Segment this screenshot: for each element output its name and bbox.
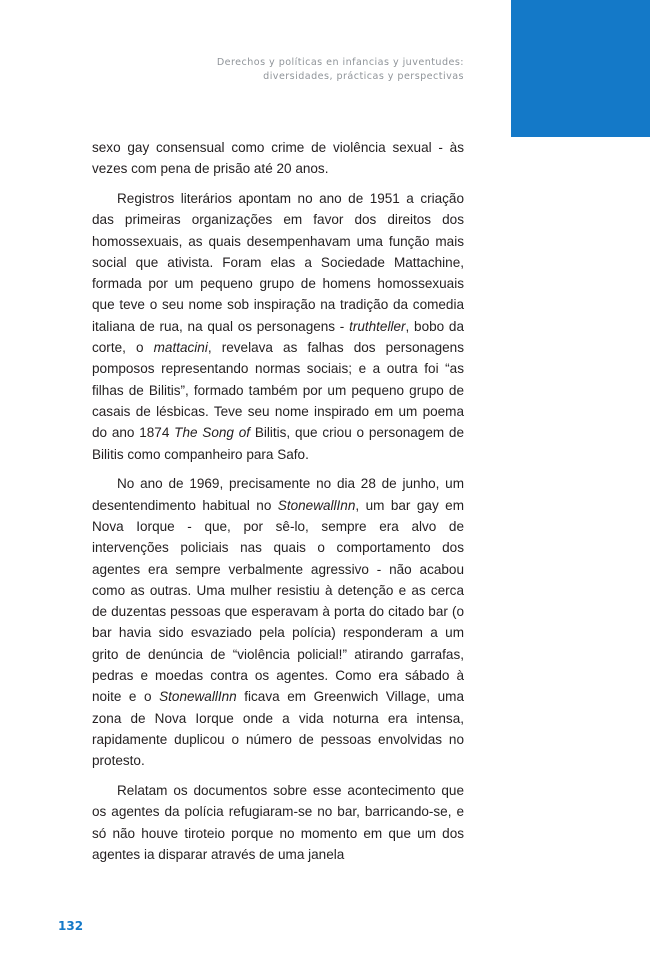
italic-term-stonewall-1: StonewallInn bbox=[277, 497, 356, 513]
paragraph-3-text-1: No ano de 1969, precisamente no dia 28 de junho, um desentendimento habitual no bbox=[92, 476, 464, 513]
paragraph-4-text: Relatam os documentos sobre esse acontecimento que os agentes da polícia refugiaram-se no bar, barricando-se, e só não houve tiroteio porque no momento em que um dos agentes ia disparar através de uma janela bbox=[92, 782, 464, 862]
paragraph-2-text-3: , revelava as falhas dos personagens pomposos representando normas sociais; e a outra foi “as filhas de Bilitis”, formado também por um pequeno grupo de casais de lésbicas. Teve seu nome inspirado em um poema do ano 1874 bbox=[92, 340, 464, 441]
paragraph-1 bbox=[92, 137, 464, 180]
running-header bbox=[150, 56, 464, 84]
paragraph-2 bbox=[92, 188, 464, 465]
paragraph-2-text-2: , bobo da corte, o bbox=[92, 318, 464, 356]
paragraph-3 bbox=[92, 473, 464, 771]
paragraph-1-text: sexo gay consensual como crime de violência sexual - às vezes com pena de prisão até 20 anos. bbox=[92, 140, 464, 177]
italic-term-truthteller: truthteller bbox=[349, 318, 406, 334]
paragraph-3-text-3: ficava em Greenwich Village, uma zona de Nova Iorque onde a vida noturna era intensa, rapidamente duplicou o número de pessoas envolvidas no protesto. bbox=[92, 689, 464, 769]
header-line-2: diversidades, prácticas y perspectivas bbox=[263, 71, 464, 82]
body-text bbox=[92, 137, 464, 874]
corner-color-block bbox=[511, 0, 650, 137]
paragraph-2-text-4: Bilitis, bbox=[250, 425, 291, 441]
italic-term-mattacini: mattacini bbox=[153, 340, 208, 356]
header-line-1: Derechos y políticas en infancias y juventudes: bbox=[216, 57, 464, 68]
paragraph-2-text-1: Registros literários apontam no ano de 1951 a criação das primeiras organizações em favor dos direitos dos homossexuais, as quais desempenhavam uma função mais social que ativista. Foram elas a Sociedade Mattachine, formada por um pequeno grupo de homens homossexuais que teve o seu nome sob inspiração na tradição da comedia italiana de rua, na qual os personagens - bbox=[92, 190, 464, 334]
paragraph-4 bbox=[92, 780, 464, 865]
italic-title-song-of: The Song of bbox=[174, 425, 251, 441]
italic-term-stonewall-2: StonewallInn bbox=[159, 689, 237, 705]
paragraph-3-text-2: , um bar gay em Nova Iorque - que, por sê-lo, sempre era alvo de intervenções policiais nas quais o comportamento dos agentes era sempre verbalmente agressivo - não acabou como as outras. Uma mulher resistiu à detenção e as cerca de duzentas pessoas que esperavam à porta do citado bar (o bar havia sido esvaziado pela polícia) responderam a um grito de denúncia de “violência policial!” atirando garrafas, pedras e moedas contra os agentes. Como era sábado à noite e o bbox=[92, 497, 464, 705]
paragraph-2-text-5: que criou o personagem de Bilitis como companheiro para Safo. bbox=[92, 425, 465, 462]
page-number: 132 bbox=[58, 919, 84, 933]
